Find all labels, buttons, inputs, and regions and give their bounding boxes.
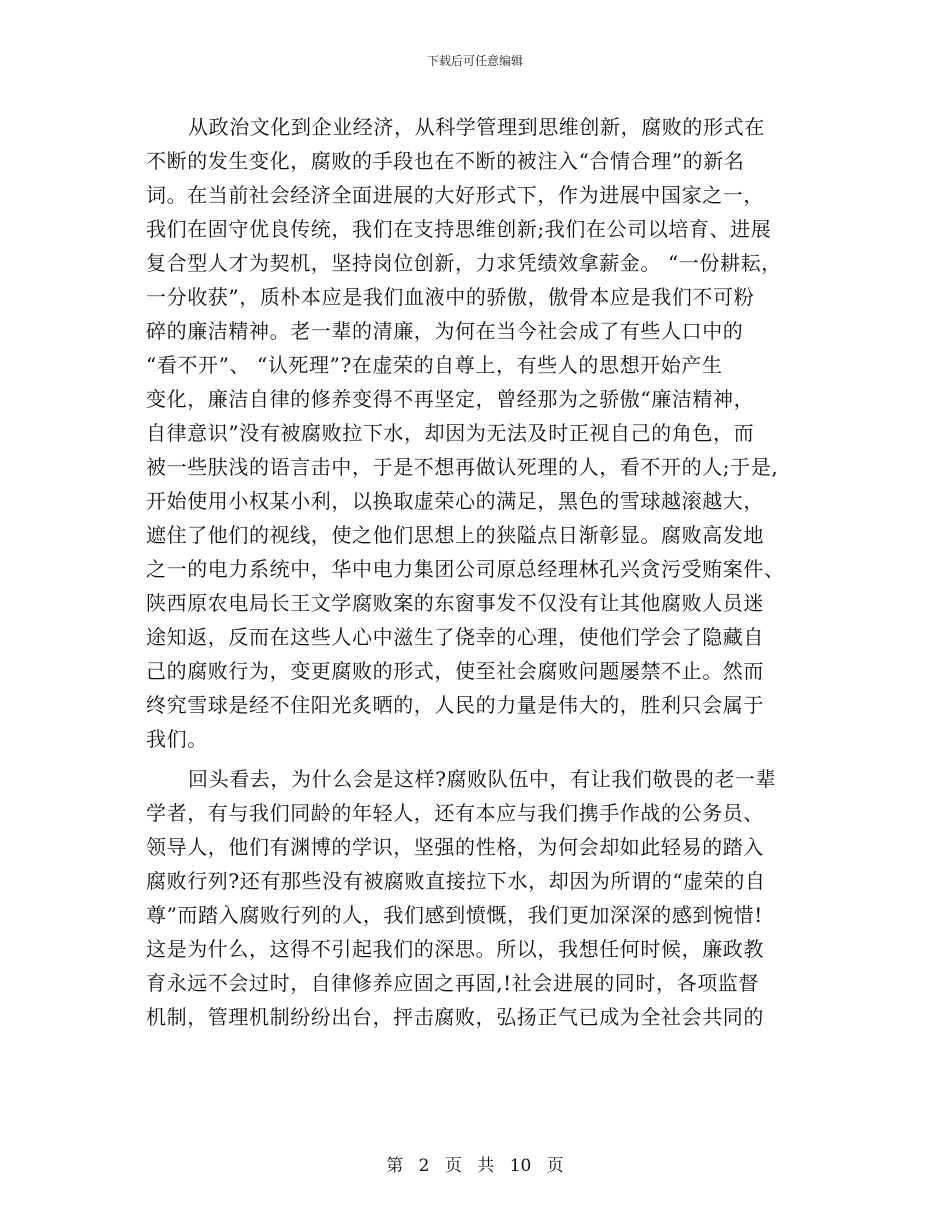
text-line: 自律意识”没有被腐败拉下水，却因为无法及时正视自己的角色，而 xyxy=(146,421,755,445)
text-line: 学者，有与我们同龄的年轻人，还有本应与我们携手作战的公务员、 xyxy=(146,801,764,825)
page-header xyxy=(0,53,950,69)
text-line: 陕西原农电局长王文学腐败案的东窗事发不仅没有让其他腐败人员迷 xyxy=(146,591,764,615)
footer-suffix: 页 xyxy=(546,1156,564,1176)
footer-page-word: 页 xyxy=(444,1156,462,1176)
text-line: 我们。 xyxy=(146,727,208,751)
footer-current-page: 2 xyxy=(418,1156,430,1176)
text-line: 途知返，反而在这些人心中滋生了侥幸的心理，使他们学会了隐藏自 xyxy=(146,625,764,649)
header-text: 下载后可任意编辑 xyxy=(426,54,523,68)
text-line: 遮住了他们的视线，使之他们思想上的狭隘点日渐彰显。腐败高发地 xyxy=(146,523,764,547)
page-footer xyxy=(0,1155,950,1177)
text-line: 词。在当前社会经济全面进展的大好形式下，作为进展中国家之一， xyxy=(146,183,764,207)
text-line: 机制，管理机制纷纷出台，抨击腐败，弘扬正气已成为全社会共同的 xyxy=(146,1005,764,1029)
text-line: 之一的电力系统中，华中电力集团公司原总经理林孔兴贪污受贿案件、 xyxy=(146,557,785,581)
text-line: 回头看去，为什么会是这样?腐败队伍中，有让我们敬畏的老一辈 xyxy=(188,767,777,791)
text-line: 育永远不会过时，自律修养应固之再固,!社会进展的同时，各项监督 xyxy=(146,971,759,995)
text-line: 开始使用小权某小利，以换取虚荣心的满足，黑色的雪球越滚越大， xyxy=(146,489,764,513)
text-line: 碎的廉洁精神。老一辈的清廉，为何在当今社会成了有些人口中的 xyxy=(146,319,744,343)
text-line: 变化，廉洁自律的修养变得不再坚定，曾经那为之骄傲“廉洁精神， xyxy=(146,387,755,411)
footer-prefix: 第 xyxy=(386,1156,404,1176)
text-line: 被一些肤浅的语言击中，于是不想再做认死理的人，看不开的人;于是, xyxy=(146,455,779,479)
footer-total-word: 共 xyxy=(477,1156,495,1176)
document-body xyxy=(146,110,826,1034)
footer-total-pages: 10 xyxy=(509,1156,532,1176)
text-line: 不断的发生变化，腐败的手段也在不断的被注入“合情合理”的新名 xyxy=(146,149,745,173)
text-line: “看不开”、 “认死理”?在虚荣的自尊上，有些人的思想开始产生 xyxy=(146,353,723,377)
text-line: 复合型人才为契机，坚持岗位创新，力求凭绩效拿薪金。 “一份耕耘， xyxy=(146,251,782,275)
paragraph-2 xyxy=(146,762,826,1034)
text-line: 尊”而踏入腐败行列的人，我们感到愤慨，我们更加深深的感到惋惜! xyxy=(146,903,763,927)
paragraph-1 xyxy=(146,110,826,756)
text-line: 我们在固守优良传统，我们在支持思维创新;我们在公司以培育、进展 xyxy=(146,217,772,241)
text-line: 终究雪球是经不住阳光炙晒的，人民的力量是伟大的，胜利只会属于 xyxy=(146,693,764,717)
text-line: 领导人，他们有渊博的学识，坚强的性格，为何会却如此轻易的踏入 xyxy=(146,835,764,859)
text-line: 己的腐败行为，变更腐败的形式，使至社会腐败问题屡禁不止。然而 xyxy=(146,659,764,683)
text-line: 从政治文化到企业经济，从科学管理到思维创新，腐败的形式在 xyxy=(188,115,765,139)
text-line: 一分收获”，质朴本应是我们血液中的骄傲，傲骨本应是我们不可粉 xyxy=(146,285,755,309)
text-line: 这是为什么，这得不引起我们的深思。所以，我想任何时候，廉政教 xyxy=(146,937,764,961)
text-line: 腐败行列?还有那些没有被腐败直接拉下水，却因为所谓的“虚荣的自 xyxy=(146,869,766,893)
